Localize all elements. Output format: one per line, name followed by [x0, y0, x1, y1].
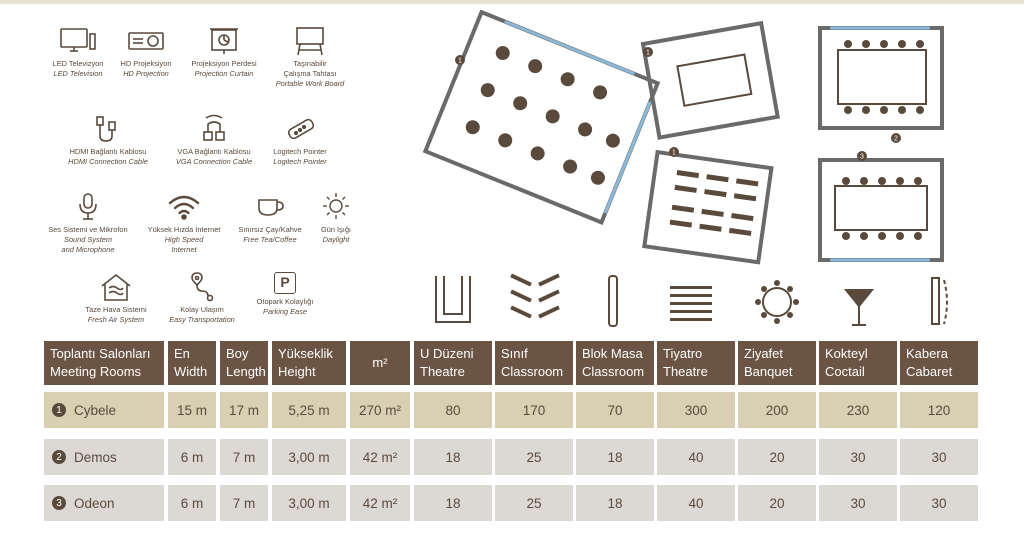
table-cell: 40 — [657, 439, 735, 475]
plan-badge-cybele-3: 1 — [672, 149, 676, 157]
column-header-line2: Banquet — [744, 364, 793, 379]
column-header-1 — [168, 341, 216, 385]
column-header-line1: En — [174, 346, 190, 361]
table-cell: 230 — [819, 392, 897, 428]
banquet-setup-icon — [752, 272, 802, 330]
amenity-label-tr: Sınırsız Çay/Kahve — [238, 225, 302, 234]
column-header-line2: Theatre — [663, 364, 708, 379]
plan-cybele-banquet — [425, 12, 657, 222]
plan-cybele-classroom — [644, 149, 771, 262]
room-number-badge: 2 — [52, 450, 66, 464]
amenity-hdmi-cable — [48, 114, 168, 167]
amenity-portable-work-board — [250, 26, 370, 89]
table-cell: 30 — [819, 485, 897, 521]
amenity-label-tr: HDMI Bağlantı Kablosu — [69, 147, 147, 156]
amenity-label-en: HD Projection — [123, 69, 169, 78]
amenity-label-en: Projection Curtain — [194, 69, 254, 78]
column-header-line1: Boy — [226, 346, 249, 361]
table-cell: 170 — [495, 392, 573, 428]
amenity-label-tr: Logitech Pointer — [273, 147, 327, 156]
table-cell: 6 m — [168, 485, 216, 521]
column-header-line2: Meeting Rooms — [50, 364, 142, 379]
microphone-icon — [68, 192, 108, 222]
plan-badge-odeon: 3 — [860, 153, 864, 161]
column-header-line2: Coctail — [825, 364, 865, 379]
amenity-label-tr: VGA Bağlantı Kablosu — [177, 147, 251, 156]
table-cell: 18 — [576, 485, 654, 521]
amenity-label-en: High Speed — [164, 235, 204, 244]
room-name: Cybele — [74, 402, 117, 418]
amenity-label-en: Easy Transportation — [169, 315, 235, 324]
amenity-label-en: HDMI Connection Cable — [68, 157, 148, 166]
fresh-air-icon — [96, 272, 136, 302]
table-cell: 25 — [495, 439, 573, 475]
plan-badge-cybele-2: 1 — [646, 49, 650, 57]
table-cell: 7 m — [220, 439, 268, 475]
column-header-6 — [495, 341, 573, 385]
column-header-line2: Theatre — [420, 364, 465, 379]
table-cell: 270 m² — [350, 392, 410, 428]
amenity-label-en: Portable Work Board — [275, 79, 345, 88]
amenity-label-en-line2: and Microphone — [61, 245, 115, 254]
projection-screen-icon — [204, 26, 244, 56]
pointer-icon — [280, 114, 320, 144]
projector-icon — [126, 26, 166, 56]
plan-odeon — [820, 160, 942, 260]
table-cell: 18 — [576, 439, 654, 475]
table-cell: 3,00 m — [272, 485, 346, 521]
amenity-label-en: Parking Ease — [263, 307, 307, 316]
table-cell: 300 — [657, 392, 735, 428]
column-header-line2: Width — [174, 364, 208, 379]
amenity-label-en: Free Tea/Coffee — [243, 235, 297, 244]
theatre-setup-icon — [666, 272, 716, 330]
amenity-daylight — [276, 192, 396, 245]
table-cell: 120 — [900, 392, 978, 428]
table-cell: 42 m² — [350, 485, 410, 521]
amenity-label-tr: LED Televizyon — [52, 59, 104, 68]
column-header-8 — [657, 341, 735, 385]
block-table-setup-icon — [600, 272, 626, 330]
column-header-7 — [576, 341, 654, 385]
column-header-line2: Height — [278, 364, 316, 379]
parking-icon — [274, 272, 296, 294]
column-header-line2: Classroom — [501, 364, 564, 379]
cabaret-setup-icon — [926, 272, 956, 330]
amenity-label-tr: Ses Sistemi ve Mikrofon — [48, 225, 128, 234]
wifi-icon — [164, 192, 204, 222]
table-cell: 15 m — [168, 392, 216, 428]
column-header-line2: Cabaret — [906, 364, 953, 379]
column-header-line1: Toplantı Salonları — [50, 346, 151, 361]
vga-cable-icon — [194, 114, 234, 144]
table-cell: 40 — [657, 485, 735, 521]
table-row-1-room — [44, 439, 164, 475]
column-header-line1: Kokteyl — [825, 346, 868, 361]
table-cell: 17 m — [220, 392, 268, 428]
amenity-label-tr: Taşınabilir — [293, 59, 327, 68]
amenity-label-en: Daylight — [322, 235, 350, 244]
column-header-line1: Sınıf — [501, 346, 528, 361]
room-number-badge: 3 — [52, 496, 66, 510]
classroom-setup-icon — [506, 272, 564, 330]
table-cell: 25 — [495, 485, 573, 521]
column-header-line2: Length — [226, 364, 266, 379]
table-cell: 30 — [819, 439, 897, 475]
parking-glyph: P — [280, 274, 290, 290]
amenity-label-tr: HD Projeksiyon — [120, 59, 172, 68]
room-number-badge: 1 — [52, 403, 66, 417]
sun-icon — [316, 192, 356, 222]
amenity-label-en: LED Television — [53, 69, 103, 78]
top-border — [0, 0, 1024, 4]
column-header-line1: Blok Masa — [582, 346, 643, 361]
column-header-0 — [44, 341, 164, 385]
amenity-label-tr: Gün Işığı — [321, 225, 351, 234]
amenity-label-en: Sound System — [63, 235, 113, 244]
table-cell: 5,25 m — [272, 392, 346, 428]
amenity-label-tr: Projeksiyon Perdesi — [191, 59, 257, 68]
table-cell: 18 — [414, 485, 492, 521]
column-header-line2: Classroom — [582, 364, 645, 379]
amenity-label-en: Fresh Air System — [87, 315, 145, 324]
plan-badge-cybele-1: 1 — [458, 57, 462, 65]
location-route-icon — [182, 272, 222, 302]
amenity-label-tr: Kolay Ulaşım — [180, 305, 224, 314]
table-row-2-room — [44, 485, 164, 521]
hdmi-cable-icon — [88, 114, 128, 144]
column-header-line1: Kabera — [906, 346, 948, 361]
table-cell: 20 — [738, 485, 816, 521]
column-header-3 — [272, 341, 346, 385]
amenity-label-en: Logitech Pointer — [273, 157, 327, 166]
amenity-label-tr: Yüksek Hızda İnternet — [147, 225, 221, 234]
table-row-0-room — [44, 392, 164, 428]
column-header-2 — [220, 341, 268, 385]
table-cell: 18 — [414, 439, 492, 475]
column-header-line1: Ziyafet — [744, 346, 784, 361]
plan-cybele-u-shape — [643, 23, 778, 137]
table-cell: 42 m² — [350, 439, 410, 475]
table-cell: 30 — [900, 439, 978, 475]
table-cell: 7 m — [220, 485, 268, 521]
column-header-5 — [414, 341, 492, 385]
amenity-label-en-line2: Internet — [171, 245, 197, 254]
column-header-4 — [350, 341, 410, 385]
plan-badge-demos: 2 — [894, 135, 898, 143]
room-name: Odeon — [74, 495, 115, 511]
table-cell: 20 — [738, 439, 816, 475]
column-header-line1: Yükseklik — [278, 346, 333, 361]
column-header-10 — [819, 341, 897, 385]
seating-marks — [464, 40, 924, 240]
amenity-parking-ease — [225, 272, 345, 317]
table-cell: 80 — [414, 392, 492, 428]
room-name: Demos — [74, 449, 117, 465]
table-cell: 200 — [738, 392, 816, 428]
amenity-label-tr: Otopark Kolaylığı — [256, 297, 314, 306]
column-header-line1: m² — [372, 355, 388, 370]
cocktail-setup-icon — [842, 272, 876, 330]
amenity-label-en: VGA Connection Cable — [175, 157, 253, 166]
column-header-line1: U Düzeni — [420, 346, 474, 361]
amenity-label-tr-line2: Çalışma Tahtası — [283, 69, 337, 78]
column-header-line1: Tiyatro — [663, 346, 703, 361]
work-board-icon — [290, 26, 330, 56]
amenity-logitech-pointer — [240, 114, 360, 167]
floor-plans — [410, 10, 950, 270]
table-cell: 30 — [900, 485, 978, 521]
table-cell: 70 — [576, 392, 654, 428]
u-shape-setup-icon — [428, 272, 478, 330]
amenity-label-tr: Taze Hava Sistemi — [85, 305, 147, 314]
column-header-9 — [738, 341, 816, 385]
table-cell: 6 m — [168, 439, 216, 475]
table-cell: 3,00 m — [272, 439, 346, 475]
column-header-11 — [900, 341, 978, 385]
